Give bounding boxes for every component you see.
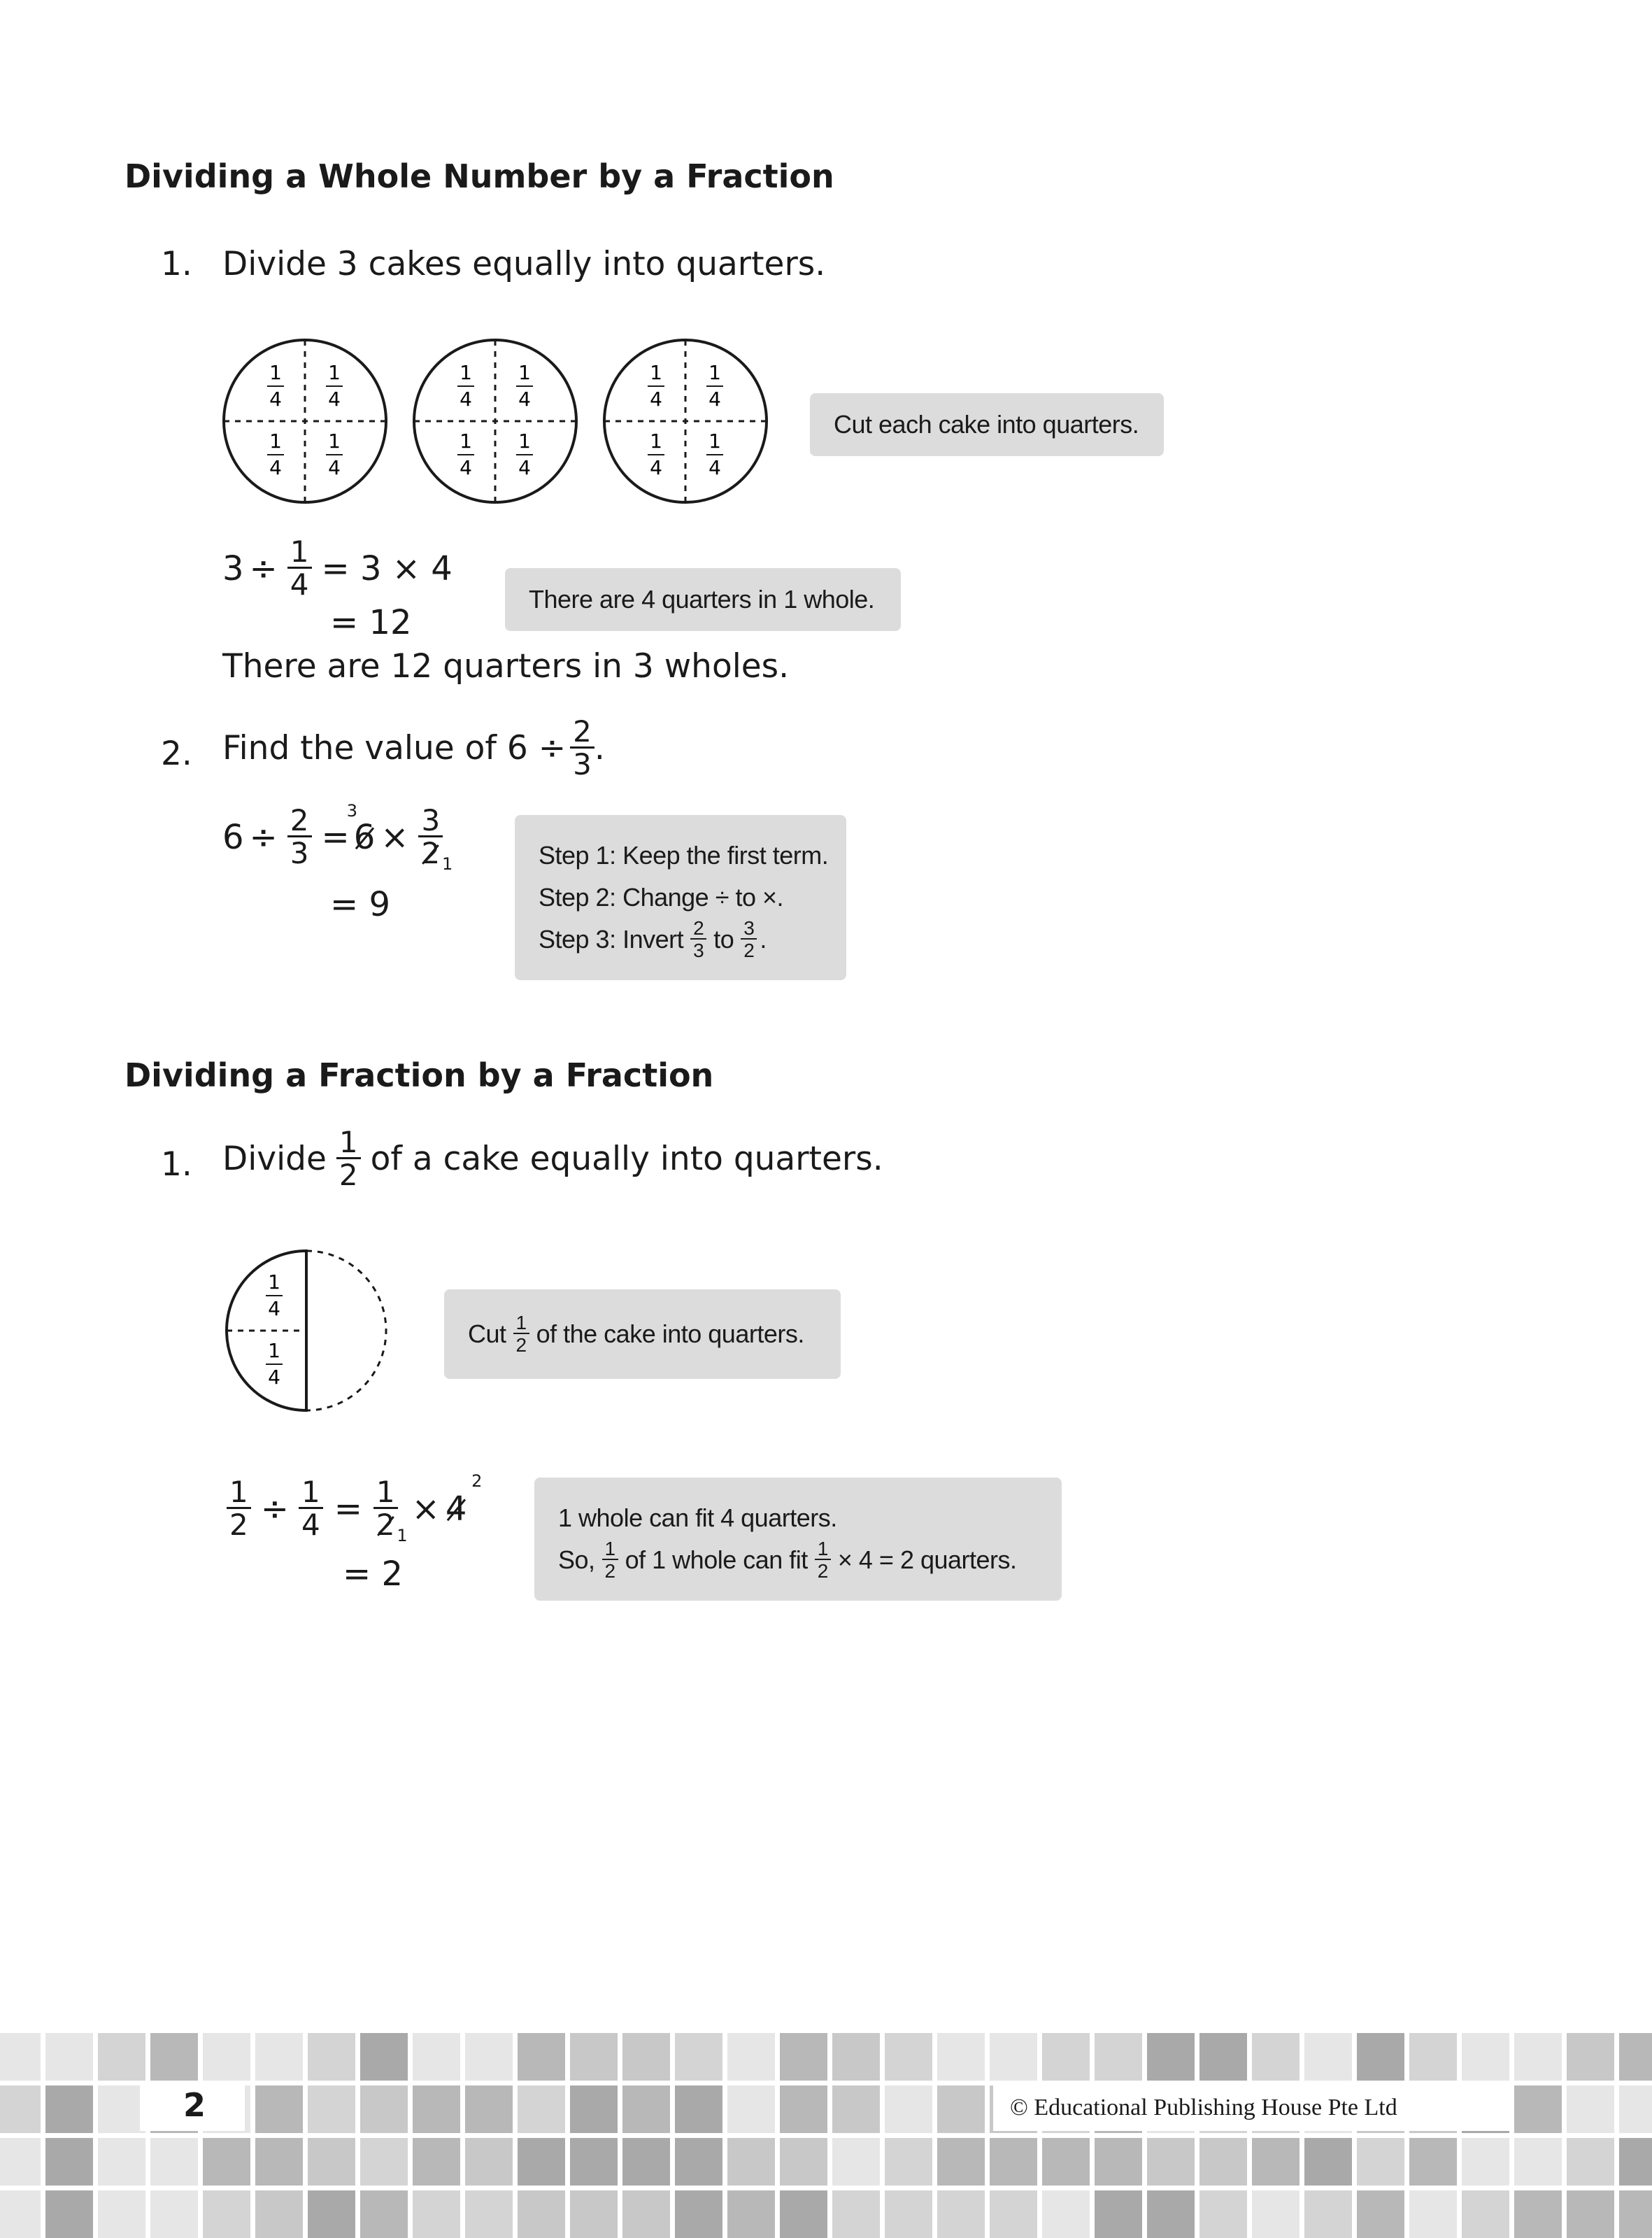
denominator: 3 bbox=[690, 938, 706, 961]
footer-tile bbox=[1514, 2085, 1562, 2133]
fraction-one-half bbox=[815, 1539, 831, 1581]
footer-tile bbox=[360, 2138, 408, 2186]
footer-tile bbox=[98, 2033, 145, 2081]
cancel-result-small: 2 bbox=[471, 1471, 483, 1491]
three-cakes-diagram bbox=[217, 336, 776, 507]
denominator: 4 bbox=[287, 567, 312, 600]
denominator: 2 bbox=[741, 938, 757, 961]
fraction-three-halves bbox=[418, 803, 453, 874]
quarter-numerator: 1 bbox=[460, 430, 472, 453]
numerator: 1 bbox=[604, 1538, 615, 1559]
footer-tile bbox=[622, 2138, 670, 2186]
footer-tile bbox=[0, 2085, 41, 2133]
quarter-denominator: 4 bbox=[708, 456, 721, 479]
step-1: Step 1: Keep the first term. bbox=[539, 841, 829, 870]
quarter-numerator: 1 bbox=[518, 361, 531, 384]
denominator: 3 bbox=[287, 835, 312, 868]
footer-tile bbox=[1199, 2033, 1247, 2081]
footer-tile bbox=[1252, 2033, 1299, 2081]
cancelled-four: 4 bbox=[445, 1489, 467, 1529]
question-number: 1. bbox=[161, 245, 192, 283]
footer-tile bbox=[1462, 2033, 1509, 2081]
quarter-numerator: 1 bbox=[268, 1339, 280, 1362]
question-number: 2. bbox=[161, 735, 192, 773]
denominator: 3 bbox=[570, 746, 594, 779]
section-heading-fraction-by-fraction: Dividing a Fraction by a Fraction bbox=[124, 1056, 714, 1094]
footer-tile bbox=[413, 2033, 460, 2081]
conclusion-text: There are 12 quarters in 3 wholes. bbox=[222, 647, 790, 686]
quarter-denominator: 4 bbox=[708, 388, 721, 411]
whole-number: 6 bbox=[222, 817, 244, 857]
footer-tile bbox=[308, 2138, 355, 2186]
cancel-result-small: 3 bbox=[346, 800, 357, 821]
question-text-prefix: Find the value of 6 ÷ bbox=[222, 729, 567, 767]
explain-mid: of 1 whole can fit bbox=[625, 1545, 808, 1574]
denominator: 2 bbox=[227, 1507, 251, 1540]
footer-tile bbox=[360, 2033, 408, 2081]
footer-tile bbox=[1357, 2033, 1404, 2081]
footer-tile bbox=[937, 2138, 985, 2186]
fraction-one-half bbox=[602, 1539, 618, 1581]
quarter-numerator: 1 bbox=[708, 430, 721, 453]
footer-tile bbox=[150, 2033, 198, 2081]
whole-number: 3 bbox=[222, 548, 244, 588]
footer-tile bbox=[780, 2085, 827, 2133]
cancelled-six: 6 bbox=[353, 817, 376, 857]
denominator bbox=[418, 835, 443, 868]
note-cut-half bbox=[444, 1289, 841, 1379]
quarter-numerator: 1 bbox=[518, 430, 531, 453]
cake bbox=[224, 340, 386, 502]
footer-tile bbox=[360, 2085, 408, 2133]
footer-tile bbox=[727, 2033, 775, 2081]
footer-tile bbox=[98, 2085, 145, 2133]
footer-tile bbox=[570, 2033, 618, 2081]
fraction-three-halves bbox=[741, 919, 757, 961]
footer-tile bbox=[45, 2085, 93, 2133]
page-number: 2 bbox=[183, 2086, 206, 2124]
question-text-prefix: Divide bbox=[222, 1140, 327, 1178]
quarter-numerator: 1 bbox=[650, 361, 662, 384]
fraction-one-half bbox=[513, 1313, 529, 1355]
times-sign: × bbox=[380, 817, 409, 857]
footer-tile bbox=[150, 2138, 198, 2186]
footer-tile bbox=[570, 2085, 618, 2133]
cancelled-two: 2 bbox=[421, 836, 441, 870]
footer-tile bbox=[518, 2085, 565, 2133]
footer-tile bbox=[1095, 2033, 1142, 2081]
explain-line-2 bbox=[558, 1539, 1038, 1581]
equation-half-div-quarter bbox=[222, 1471, 483, 1545]
fraction-one-quarter bbox=[287, 534, 312, 602]
step-3-mid: to bbox=[713, 925, 734, 954]
cake bbox=[414, 340, 576, 502]
divide-sign: ÷ bbox=[249, 548, 278, 588]
fraction-two-thirds bbox=[570, 714, 594, 781]
tile-grid bbox=[0, 2032, 1652, 2231]
denominator: 2 bbox=[336, 1157, 361, 1190]
footer-tile bbox=[1095, 2138, 1142, 2186]
footer-tile bbox=[518, 2138, 565, 2186]
question-text bbox=[222, 714, 605, 781]
footer-tile bbox=[255, 2138, 303, 2186]
denominator: 2 bbox=[602, 1559, 618, 1581]
quarter-numerator: 1 bbox=[460, 361, 472, 384]
equation-3-div-quarter bbox=[222, 534, 453, 602]
footer-tile bbox=[622, 2033, 670, 2081]
footer-tile bbox=[0, 2138, 41, 2186]
footer-tile bbox=[203, 2033, 250, 2081]
footer-tile bbox=[1619, 2085, 1652, 2133]
note-prefix: Cut bbox=[468, 1319, 506, 1348]
footer-tile bbox=[832, 2085, 880, 2133]
quarter-denominator: 4 bbox=[460, 456, 472, 479]
footer-tile bbox=[465, 2033, 513, 2081]
footer-tile bbox=[1567, 2138, 1614, 2186]
step-3-suffix: . bbox=[760, 925, 767, 954]
numerator: 3 bbox=[743, 917, 755, 939]
rhs-line-2: = 9 bbox=[330, 885, 391, 924]
denominator bbox=[373, 1507, 398, 1540]
note-line bbox=[468, 1313, 817, 1355]
footer-tile bbox=[675, 2033, 722, 2081]
footer-tile bbox=[0, 2033, 41, 2081]
quarter-numerator: 1 bbox=[328, 430, 341, 453]
rhs-line-2: = 12 bbox=[330, 603, 412, 642]
quarter-denominator: 4 bbox=[269, 456, 282, 479]
cancel-result-small: 1 bbox=[441, 854, 453, 874]
note-text: Cut each cake into quarters. bbox=[834, 410, 1139, 439]
question-text: Divide 3 cakes equally into quarters. bbox=[222, 245, 826, 283]
footer-tile bbox=[1619, 2033, 1652, 2081]
quarter-denominator: 4 bbox=[268, 1366, 280, 1389]
footer-tile bbox=[1409, 2033, 1457, 2081]
quarter-numerator: 1 bbox=[269, 430, 282, 453]
numerator: 1 bbox=[229, 1475, 248, 1509]
footer-tile bbox=[885, 2138, 932, 2186]
note-four-quarters bbox=[505, 568, 901, 631]
footer-tile bbox=[1199, 2138, 1247, 2186]
footer-tile bbox=[308, 2033, 355, 2081]
denominator: 2 bbox=[815, 1559, 831, 1581]
quarter-denominator: 4 bbox=[650, 388, 662, 411]
cancel-result-small: 1 bbox=[397, 1526, 408, 1545]
quarter-denominator: 4 bbox=[518, 456, 531, 479]
footer-tile bbox=[832, 2033, 880, 2081]
times-sign: × bbox=[411, 1489, 440, 1529]
question-number: 1. bbox=[161, 1145, 192, 1184]
footer-tile bbox=[255, 2033, 303, 2081]
quarter-numerator: 1 bbox=[269, 361, 282, 384]
footer-tile bbox=[1147, 2033, 1195, 2081]
numerator: 1 bbox=[376, 1475, 395, 1509]
fraction-one-half-cancelled bbox=[373, 1475, 408, 1545]
step-3 bbox=[539, 919, 823, 961]
footer-tile bbox=[1304, 2138, 1352, 2186]
quarter-denominator: 4 bbox=[460, 388, 472, 411]
footer-tile bbox=[1042, 2033, 1090, 2081]
explain-prefix: So, bbox=[558, 1545, 595, 1574]
quarter-denominator: 4 bbox=[268, 1297, 280, 1320]
footer-tile bbox=[570, 2138, 618, 2186]
rhs-line-1: = 3 × 4 bbox=[321, 548, 453, 588]
explain-line-1: 1 whole can fit 4 quarters. bbox=[558, 1503, 837, 1532]
footer-tile bbox=[308, 2085, 355, 2133]
quarter-numerator: 1 bbox=[708, 361, 721, 384]
footer-tile bbox=[1567, 2085, 1614, 2133]
footer-tile bbox=[1042, 2138, 1090, 2186]
divide-sign: ÷ bbox=[260, 1489, 289, 1529]
footer-tile bbox=[727, 2138, 775, 2186]
quarter-denominator: 4 bbox=[328, 456, 341, 479]
quarter-denominator: 4 bbox=[650, 456, 662, 479]
footer-tile bbox=[675, 2138, 722, 2186]
footer-tile bbox=[1409, 2138, 1457, 2186]
footer-tile bbox=[98, 2138, 145, 2186]
footer-tile bbox=[1514, 2138, 1562, 2186]
numerator: 2 bbox=[693, 917, 704, 939]
question-text-suffix: . bbox=[594, 729, 605, 767]
footer-tile bbox=[413, 2138, 460, 2186]
explain-suffix: × 4 = 2 quarters. bbox=[837, 1545, 1017, 1574]
footer-tile bbox=[1252, 2138, 1299, 2186]
footer-tile bbox=[675, 2085, 722, 2133]
footer-tile bbox=[885, 2085, 932, 2133]
footer-tile bbox=[255, 2085, 303, 2133]
half-cake-diagram bbox=[217, 1245, 399, 1417]
section-heading-whole-by-fraction: Dividing a Whole Number by a Fraction bbox=[124, 157, 834, 195]
numerator: 1 bbox=[515, 1312, 527, 1333]
quarter-numerator: 1 bbox=[268, 1270, 280, 1294]
numerator: 2 bbox=[573, 714, 592, 749]
footer-tile bbox=[203, 2138, 250, 2186]
numerator: 1 bbox=[301, 1475, 320, 1509]
footer-tile bbox=[990, 2033, 1037, 2081]
footer-tile bbox=[885, 2033, 932, 2081]
quarter-denominator: 4 bbox=[518, 388, 531, 411]
footer-tile bbox=[622, 2085, 670, 2133]
cancelled-two: 2 bbox=[376, 1508, 395, 1542]
footer-tile bbox=[990, 2138, 1037, 2186]
footer-tile bbox=[465, 2085, 513, 2133]
footer-tile-band bbox=[0, 2032, 1652, 2231]
footer-tile bbox=[45, 2138, 93, 2186]
fraction-two-thirds bbox=[287, 803, 312, 870]
fraction-one-half bbox=[336, 1125, 361, 1192]
equals-sign: = bbox=[321, 817, 350, 857]
step-2: Step 2: Change ÷ to ×. bbox=[539, 883, 784, 912]
footer-tile bbox=[45, 2033, 93, 2081]
numerator: 1 bbox=[290, 534, 309, 569]
question-text bbox=[222, 1125, 883, 1192]
fraction-two-thirds bbox=[690, 919, 706, 961]
quarter-denominator: 4 bbox=[269, 388, 282, 411]
numerator: 1 bbox=[817, 1538, 828, 1559]
footer-tile bbox=[1357, 2138, 1404, 2186]
footer-tile bbox=[1619, 2138, 1652, 2186]
footer-tile bbox=[832, 2138, 880, 2186]
note-text: There are 4 quarters in 1 whole. bbox=[529, 585, 875, 614]
footer-tile bbox=[1567, 2033, 1614, 2081]
footer-tile bbox=[780, 2138, 827, 2186]
note-suffix: of the cake into quarters. bbox=[536, 1319, 804, 1348]
footer-tile bbox=[1304, 2033, 1352, 2081]
quarter-denominator: 4 bbox=[328, 388, 341, 411]
footer-tile bbox=[465, 2138, 513, 2186]
question-text-suffix: of a cake equally into quarters. bbox=[370, 1140, 883, 1178]
equation-6-div-two-thirds bbox=[222, 800, 453, 874]
quarter-numerator: 1 bbox=[650, 430, 662, 453]
footer-tile bbox=[937, 2033, 985, 2081]
quarter-numerator: 1 bbox=[328, 361, 341, 384]
half-cake-dashed bbox=[306, 1251, 386, 1410]
footer-tile bbox=[937, 2085, 985, 2133]
footer-tile bbox=[727, 2085, 775, 2133]
numerator: 2 bbox=[290, 803, 309, 837]
numerator: 3 bbox=[421, 803, 441, 837]
fraction-one-quarter bbox=[299, 1475, 323, 1542]
footer-tile bbox=[1514, 2033, 1562, 2081]
equals-sign: = bbox=[334, 1489, 362, 1529]
footer-tile bbox=[780, 2033, 827, 2081]
note-steps bbox=[515, 815, 846, 980]
note-cut-each-cake bbox=[810, 393, 1164, 456]
footer-tile bbox=[1147, 2138, 1195, 2186]
copyright-text: © Educational Publishing House Pte Ltd bbox=[1010, 2095, 1397, 2120]
denominator: 4 bbox=[299, 1507, 323, 1540]
rhs-line-2: = 2 bbox=[343, 1554, 404, 1594]
step-3-prefix: Step 3: Invert bbox=[539, 925, 684, 954]
fraction-one-half bbox=[227, 1475, 251, 1542]
divide-sign: ÷ bbox=[249, 817, 278, 857]
footer-tile bbox=[413, 2085, 460, 2133]
footer-tile bbox=[1462, 2138, 1509, 2186]
note-explain bbox=[534, 1478, 1062, 1601]
footer-tile bbox=[518, 2033, 565, 2081]
numerator: 1 bbox=[339, 1125, 358, 1159]
denominator: 2 bbox=[513, 1333, 529, 1355]
cake bbox=[604, 340, 767, 502]
